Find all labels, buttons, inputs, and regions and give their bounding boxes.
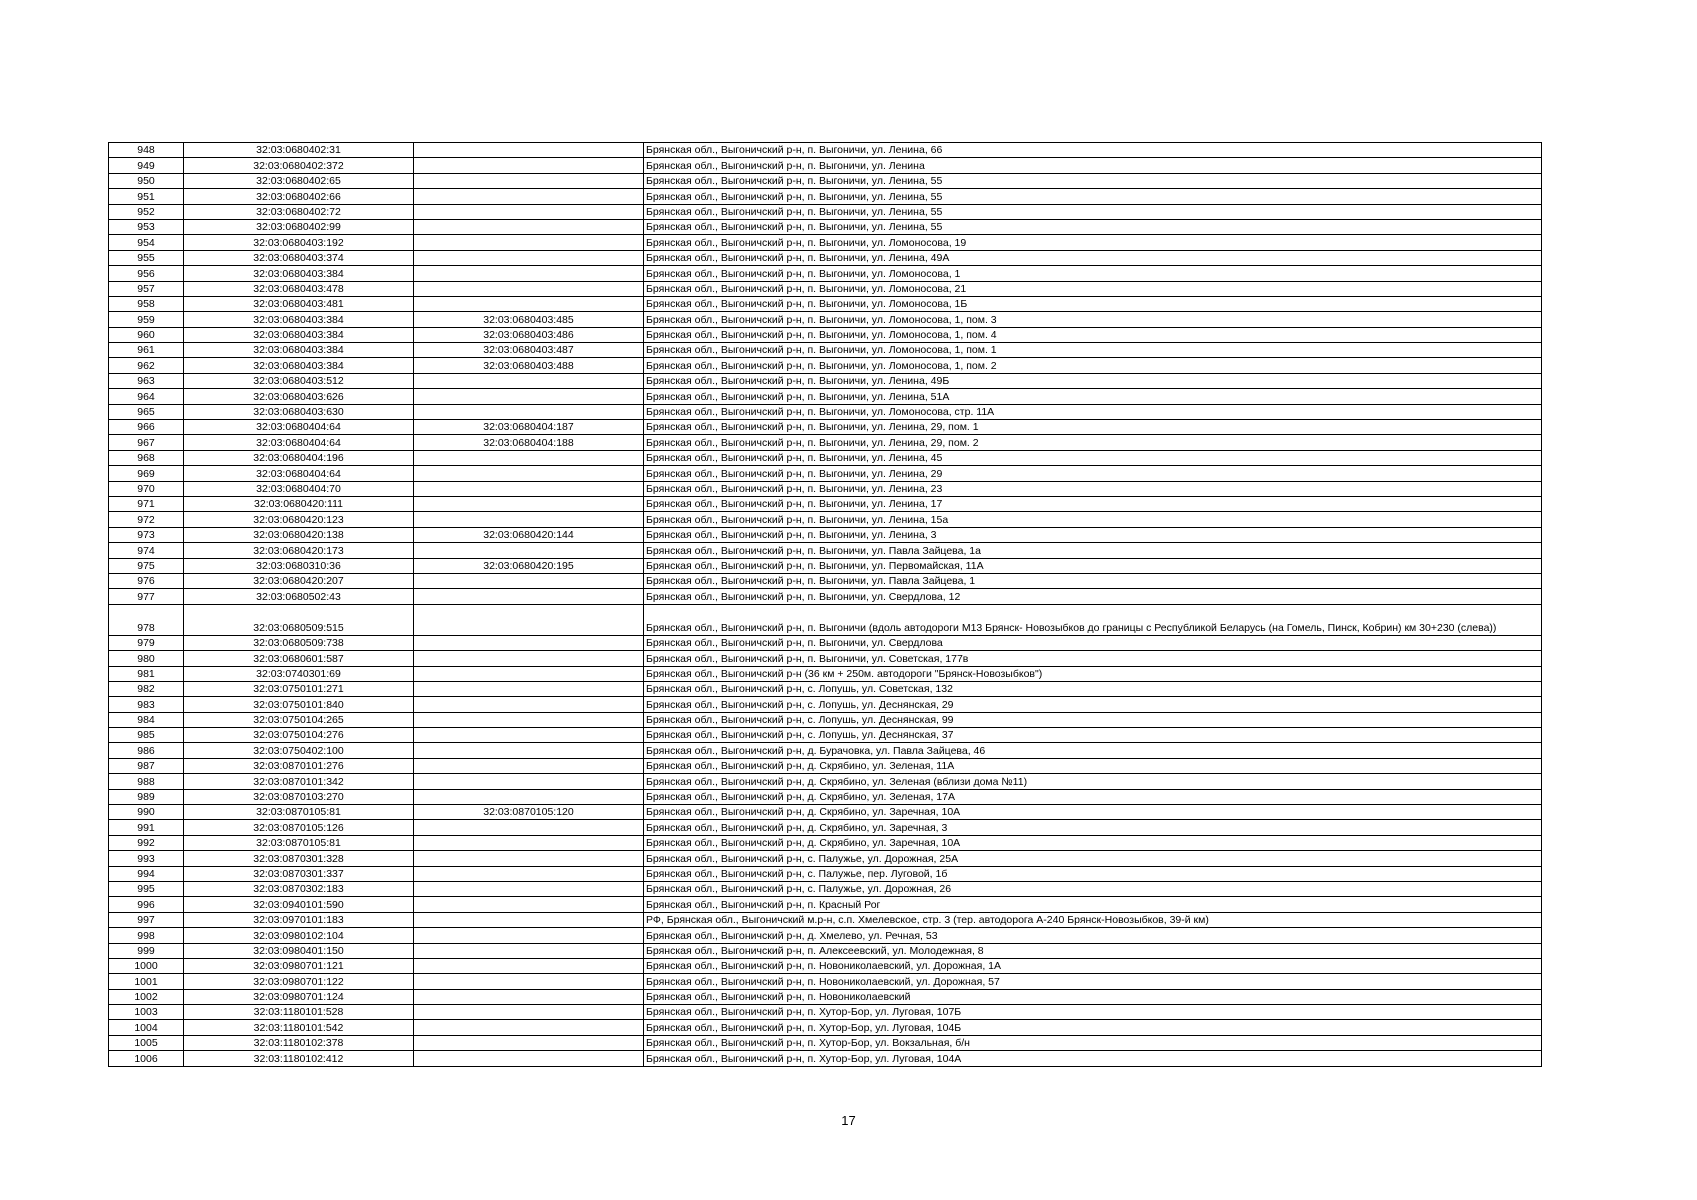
table-row <box>109 204 1542 219</box>
table-row <box>109 466 1542 481</box>
address-cell: Брянская обл., Выгоничский р-н, п. Выгоничи, ул. Ленина, 55 <box>644 189 1542 204</box>
table-row <box>109 789 1542 804</box>
sub-cadastral-number-cell: 32:03:0680403:487 <box>414 343 644 358</box>
address-cell: Брянская обл., Выгоничский р-н, п. Выгоничи, ул. Свердлова, 12 <box>644 589 1542 604</box>
address-cell: Брянская обл., Выгоничский р-н, п. Выгоничи, ул. Ломоносова, 1, пом. 4 <box>644 327 1542 342</box>
table-row <box>109 1035 1542 1050</box>
sub-cadastral-number-cell <box>414 1035 644 1050</box>
row-number-cell: 994 <box>109 866 184 881</box>
cadastral-number-cell: 32:03:0970101:183 <box>184 912 414 927</box>
row-number-cell: 1002 <box>109 989 184 1004</box>
table-row <box>109 743 1542 758</box>
address-cell: Брянская обл., Выгоничский р-н, п. Выгоничи, ул. Ленина, 29 <box>644 466 1542 481</box>
table-row <box>109 912 1542 927</box>
address-cell: Брянская обл., Выгоничский р-н, п. Выгоничи, ул. Ленина, 17 <box>644 496 1542 511</box>
row-number-cell: 986 <box>109 743 184 758</box>
cadastral-number-cell: 32:03:0980102:104 <box>184 928 414 943</box>
row-number-cell: 955 <box>109 250 184 265</box>
cadastral-number-cell: 32:03:1180102:378 <box>184 1035 414 1050</box>
table-row <box>109 712 1542 727</box>
sub-cadastral-number-cell: 32:03:0680403:485 <box>414 312 644 327</box>
table-row <box>109 666 1542 681</box>
sub-cadastral-number-cell: 32:03:0870105:120 <box>414 805 644 820</box>
sub-cadastral-number-cell <box>414 897 644 912</box>
address-cell: Брянская обл., Выгоничский р-н, п. Выгоничи, ул. Ломоносова, стр. 11А <box>644 404 1542 419</box>
table-row <box>109 835 1542 850</box>
sub-cadastral-number-cell <box>414 604 644 635</box>
table-row <box>109 496 1542 511</box>
row-number-cell: 989 <box>109 789 184 804</box>
cadastral-number-cell: 32:03:0680402:65 <box>184 173 414 188</box>
table-row <box>109 189 1542 204</box>
sub-cadastral-number-cell <box>414 189 644 204</box>
sub-cadastral-number-cell <box>414 651 644 666</box>
row-number-cell: 950 <box>109 173 184 188</box>
address-cell: Брянская обл., Выгоничский р-н, п. Выгоничи, ул. Ленина, 49Б <box>644 373 1542 388</box>
sub-cadastral-number-cell <box>414 1020 644 1035</box>
cadastral-number-cell: 32:03:0680402:72 <box>184 204 414 219</box>
cadastral-number-cell: 32:03:0980701:124 <box>184 989 414 1004</box>
row-number-cell: 958 <box>109 296 184 311</box>
cadastral-number-cell: 32:03:0680310:36 <box>184 558 414 573</box>
sub-cadastral-number-cell <box>414 1051 644 1066</box>
cadastral-number-cell: 32:03:0680403:512 <box>184 373 414 388</box>
row-number-cell: 979 <box>109 635 184 650</box>
table-row <box>109 651 1542 666</box>
row-number-cell: 1003 <box>109 1005 184 1020</box>
row-number-cell: 992 <box>109 835 184 850</box>
sub-cadastral-number-cell <box>414 204 644 219</box>
row-number-cell: 965 <box>109 404 184 419</box>
table-row <box>109 604 1542 635</box>
cadastral-number-cell: 32:03:0680403:384 <box>184 266 414 281</box>
address-cell: Брянская обл., Выгоничский р-н (36 км + 250м. автодороги "Брянск-Новозыбков") <box>644 666 1542 681</box>
property-register-table <box>108 142 1542 1067</box>
address-cell: Брянская обл., Выгоничский р-н, п. Хутор-Бор, ул. Луговая, 104А <box>644 1051 1542 1066</box>
cadastral-number-cell: 32:03:1180101:542 <box>184 1020 414 1035</box>
table-row <box>109 296 1542 311</box>
page-number: 17 <box>841 1113 856 1128</box>
table-row <box>109 758 1542 773</box>
cadastral-number-cell: 32:03:0680502:43 <box>184 589 414 604</box>
cadastral-number-cell: 32:03:0680404:64 <box>184 435 414 450</box>
sub-cadastral-number-cell <box>414 250 644 265</box>
cadastral-number-cell: 32:03:0680404:64 <box>184 466 414 481</box>
row-number-cell: 954 <box>109 235 184 250</box>
table-row <box>109 943 1542 958</box>
cadastral-number-cell: 32:03:0680402:66 <box>184 189 414 204</box>
table-row <box>109 774 1542 789</box>
address-cell: Брянская обл., Выгоничский р-н, п. Выгоничи, ул. Ломоносова, 21 <box>644 281 1542 296</box>
table-row <box>109 543 1542 558</box>
table-row <box>109 1005 1542 1020</box>
row-number-cell: 966 <box>109 420 184 435</box>
sub-cadastral-number-cell <box>414 989 644 1004</box>
cadastral-number-cell: 32:03:0940101:590 <box>184 897 414 912</box>
sub-cadastral-number-cell: 32:03:0680420:195 <box>414 558 644 573</box>
sub-cadastral-number-cell <box>414 143 644 158</box>
cadastral-number-cell: 32:03:0680403:626 <box>184 389 414 404</box>
address-cell: Брянская обл., Выгоничский р-н, п. Алексеевский, ул. Молодежная, 8 <box>644 943 1542 958</box>
row-number-cell: 962 <box>109 358 184 373</box>
table-row <box>109 805 1542 820</box>
row-number-cell: 960 <box>109 327 184 342</box>
address-cell: Брянская обл., Выгоничский р-н, п. Выгоничи, ул. Павла Зайцева, 1 <box>644 573 1542 588</box>
register-body <box>109 143 1542 1067</box>
cadastral-number-cell: 32:03:0980701:122 <box>184 974 414 989</box>
row-number-cell: 948 <box>109 143 184 158</box>
table-row <box>109 158 1542 173</box>
sub-cadastral-number-cell <box>414 943 644 958</box>
sub-cadastral-number-cell <box>414 881 644 896</box>
row-number-cell: 978 <box>109 604 184 635</box>
address-cell: Брянская обл., Выгоничский р-н, д. Скрябино, ул. Зеленая, 17А <box>644 789 1542 804</box>
sub-cadastral-number-cell <box>414 851 644 866</box>
address-cell: Брянская обл., Выгоничский р-н, п. Выгоничи, ул. Ленина, 55 <box>644 204 1542 219</box>
table-row <box>109 974 1542 989</box>
address-cell: Брянская обл., Выгоничский р-н, п. Хутор-Бор, ул. Луговая, 104Б <box>644 1020 1542 1035</box>
table-row <box>109 373 1542 388</box>
row-number-cell: 984 <box>109 712 184 727</box>
sub-cadastral-number-cell <box>414 589 644 604</box>
cadastral-number-cell: 32:03:0680402:99 <box>184 219 414 234</box>
address-cell: Брянская обл., Выгоничский р-н, п. Новониколаевский, ул. Дорожная, 1А <box>644 958 1542 973</box>
table-row <box>109 928 1542 943</box>
address-cell: Брянская обл., Выгоничский р-н, п. Выгоничи, ул. Ленина, 66 <box>644 143 1542 158</box>
address-cell: Брянская обл., Выгоничский р-н, д. Хмелево, ул. Речная, 53 <box>644 928 1542 943</box>
address-cell: Брянская обл., Выгоничский р-н, п. Хутор-Бор, ул. Вокзальная, б/н <box>644 1035 1542 1050</box>
sub-cadastral-number-cell: 32:03:0680403:488 <box>414 358 644 373</box>
row-number-cell: 952 <box>109 204 184 219</box>
row-number-cell: 990 <box>109 805 184 820</box>
address-cell: Брянская обл., Выгоничский р-н, с. Лопушь, ул. Советская, 132 <box>644 681 1542 696</box>
cadastral-number-cell: 32:03:0680403:630 <box>184 404 414 419</box>
table-row <box>109 343 1542 358</box>
row-number-cell: 991 <box>109 820 184 835</box>
table-row <box>109 573 1542 588</box>
address-cell: Брянская обл., Выгоничский р-н, с. Палужье, ул. Дорожная, 25А <box>644 851 1542 866</box>
cadastral-number-cell: 32:03:0680601:587 <box>184 651 414 666</box>
sub-cadastral-number-cell <box>414 466 644 481</box>
table-row <box>109 728 1542 743</box>
cadastral-number-cell: 32:03:0750104:276 <box>184 728 414 743</box>
sub-cadastral-number-cell: 32:03:0680404:188 <box>414 435 644 450</box>
address-cell: Брянская обл., Выгоничский р-н, д. Скрябино, ул. Заречная, 3 <box>644 820 1542 835</box>
address-cell: Брянская обл., Выгоничский р-н, п. Выгоничи, ул. Павла Зайцева, 1а <box>644 543 1542 558</box>
sub-cadastral-number-cell <box>414 296 644 311</box>
cadastral-number-cell: 32:03:1180101:528 <box>184 1005 414 1020</box>
row-number-cell: 968 <box>109 450 184 465</box>
cadastral-number-cell: 32:03:0680403:384 <box>184 327 414 342</box>
table-row <box>109 635 1542 650</box>
address-cell: Брянская обл., Выгоничский р-н, п. Выгоничи, ул. Ленина, 29, пом. 2 <box>644 435 1542 450</box>
address-cell: Брянская обл., Выгоничский р-н, п. Выгоничи, ул. Советская, 177в <box>644 651 1542 666</box>
address-cell: Брянская обл., Выгоничский р-н, п. Выгоничи, ул. Ленина, 55 <box>644 219 1542 234</box>
address-cell: Брянская обл., Выгоничский р-н, п. Выгоничи, ул. Ломоносова, 19 <box>644 235 1542 250</box>
sub-cadastral-number-cell <box>414 758 644 773</box>
address-cell: Брянская обл., Выгоничский р-н, п. Новониколаевский, ул. Дорожная, 57 <box>644 974 1542 989</box>
address-cell: Брянская обл., Выгоничский р-н, п. Выгоничи, ул. Ленина, 55 <box>644 173 1542 188</box>
table-row <box>109 681 1542 696</box>
address-cell: Брянская обл., Выгоничский р-н, п. Выгоничи, ул. Ломоносова, 1 <box>644 266 1542 281</box>
cadastral-number-cell: 32:03:0870103:270 <box>184 789 414 804</box>
sub-cadastral-number-cell <box>414 404 644 419</box>
cadastral-number-cell: 32:03:0680402:31 <box>184 143 414 158</box>
sub-cadastral-number-cell <box>414 866 644 881</box>
address-cell: Брянская обл., Выгоничский р-н, п. Выгоничи, ул. Ленина, 49А <box>644 250 1542 265</box>
sub-cadastral-number-cell <box>414 743 644 758</box>
sub-cadastral-number-cell <box>414 496 644 511</box>
sub-cadastral-number-cell <box>414 681 644 696</box>
address-cell: Брянская обл., Выгоничский р-н, п. Выгоничи (вдоль автодороги М13 Брянск- Новозыбков до границы с Республикой Беларусь (на Гомель, Пинск, Кобрин) км 30+230 (слева)) <box>644 604 1542 635</box>
sub-cadastral-number-cell <box>414 543 644 558</box>
row-number-cell: 967 <box>109 435 184 450</box>
sub-cadastral-number-cell <box>414 235 644 250</box>
table-row <box>109 589 1542 604</box>
address-cell: Брянская обл., Выгоничский р-н, п. Выгоничи, ул. Ленина, 23 <box>644 481 1542 496</box>
cadastral-number-cell: 32:03:0750101:271 <box>184 681 414 696</box>
table-row <box>109 1051 1542 1066</box>
row-number-cell: 997 <box>109 912 184 927</box>
table-row <box>109 312 1542 327</box>
table-row <box>109 1020 1542 1035</box>
row-number-cell: 982 <box>109 681 184 696</box>
row-number-cell: 977 <box>109 589 184 604</box>
sub-cadastral-number-cell <box>414 789 644 804</box>
cadastral-number-cell: 32:03:0680420:123 <box>184 512 414 527</box>
row-number-cell: 983 <box>109 697 184 712</box>
row-number-cell: 970 <box>109 481 184 496</box>
table-row <box>109 219 1542 234</box>
row-number-cell: 1006 <box>109 1051 184 1066</box>
cadastral-number-cell: 32:03:0870301:337 <box>184 866 414 881</box>
address-cell: Брянская обл., Выгоничский р-н, с. Лопушь, ул. Деснянская, 37 <box>644 728 1542 743</box>
table-row <box>109 450 1542 465</box>
cadastral-number-cell: 32:03:0680509:738 <box>184 635 414 650</box>
cadastral-number-cell: 32:03:0870105:81 <box>184 805 414 820</box>
table-row <box>109 512 1542 527</box>
cadastral-number-cell: 32:03:0680403:481 <box>184 296 414 311</box>
table-row <box>109 404 1542 419</box>
address-cell: Брянская обл., Выгоничский р-н, п. Выгоничи, ул. Ленина, 15а <box>644 512 1542 527</box>
cadastral-number-cell: 32:03:0980401:150 <box>184 943 414 958</box>
cadastral-number-cell: 32:03:0980701:121 <box>184 958 414 973</box>
table-row <box>109 281 1542 296</box>
row-number-cell: 969 <box>109 466 184 481</box>
sub-cadastral-number-cell <box>414 912 644 927</box>
row-number-cell: 963 <box>109 373 184 388</box>
sub-cadastral-number-cell <box>414 281 644 296</box>
address-cell: Брянская обл., Выгоничский р-н, д. Скрябино, ул. Зеленая, 11А <box>644 758 1542 773</box>
sub-cadastral-number-cell: 32:03:0680420:144 <box>414 527 644 542</box>
sub-cadastral-number-cell <box>414 697 644 712</box>
sub-cadastral-number-cell <box>414 158 644 173</box>
address-cell: Брянская обл., Выгоничский р-н, п. Выгоничи, ул. Ленина <box>644 158 1542 173</box>
cadastral-number-cell: 32:03:0680403:384 <box>184 312 414 327</box>
row-number-cell: 957 <box>109 281 184 296</box>
table-row <box>109 250 1542 265</box>
row-number-cell: 951 <box>109 189 184 204</box>
address-cell: Брянская обл., Выгоничский р-н, п. Выгоничи, ул. Ломоносова, 1, пом. 3 <box>644 312 1542 327</box>
row-number-cell: 1001 <box>109 974 184 989</box>
sub-cadastral-number-cell <box>414 1005 644 1020</box>
cadastral-number-cell: 32:03:0870101:276 <box>184 758 414 773</box>
sub-cadastral-number-cell <box>414 928 644 943</box>
table-row <box>109 327 1542 342</box>
row-number-cell: 959 <box>109 312 184 327</box>
cadastral-number-cell: 32:03:0680404:196 <box>184 450 414 465</box>
sub-cadastral-number-cell: 32:03:0680403:486 <box>414 327 644 342</box>
cadastral-number-cell: 32:03:1180102:412 <box>184 1051 414 1066</box>
row-number-cell: 993 <box>109 851 184 866</box>
cadastral-number-cell: 32:03:0680420:111 <box>184 496 414 511</box>
address-cell: Брянская обл., Выгоничский р-н, д. Скрябино, ул. Зеленая (вблизи дома №11) <box>644 774 1542 789</box>
cadastral-number-cell: 32:03:0680402:372 <box>184 158 414 173</box>
address-cell: Брянская обл., Выгоничский р-н, д. Бурачовка, ул. Павла Зайцева, 46 <box>644 743 1542 758</box>
row-number-cell: 998 <box>109 928 184 943</box>
sub-cadastral-number-cell <box>414 266 644 281</box>
table-row <box>109 527 1542 542</box>
sub-cadastral-number-cell <box>414 958 644 973</box>
row-number-cell: 976 <box>109 573 184 588</box>
cadastral-number-cell: 32:03:0750402:100 <box>184 743 414 758</box>
table-row <box>109 989 1542 1004</box>
cadastral-number-cell: 32:03:0680403:384 <box>184 358 414 373</box>
sub-cadastral-number-cell <box>414 820 644 835</box>
row-number-cell: 987 <box>109 758 184 773</box>
row-number-cell: 971 <box>109 496 184 511</box>
cadastral-number-cell: 32:03:0680420:138 <box>184 527 414 542</box>
table-row <box>109 820 1542 835</box>
sub-cadastral-number-cell <box>414 774 644 789</box>
row-number-cell: 988 <box>109 774 184 789</box>
table-row <box>109 358 1542 373</box>
row-number-cell: 1000 <box>109 958 184 973</box>
row-number-cell: 973 <box>109 527 184 542</box>
table-row <box>109 897 1542 912</box>
row-number-cell: 999 <box>109 943 184 958</box>
table-row <box>109 697 1542 712</box>
table-row <box>109 435 1542 450</box>
cadastral-number-cell: 32:03:0680403:374 <box>184 250 414 265</box>
row-number-cell: 995 <box>109 881 184 896</box>
row-number-cell: 961 <box>109 343 184 358</box>
row-number-cell: 956 <box>109 266 184 281</box>
sub-cadastral-number-cell <box>414 635 644 650</box>
sub-cadastral-number-cell <box>414 219 644 234</box>
cadastral-number-cell: 32:03:0740301:69 <box>184 666 414 681</box>
cadastral-number-cell: 32:03:0870105:81 <box>184 835 414 850</box>
table-row <box>109 958 1542 973</box>
sub-cadastral-number-cell <box>414 389 644 404</box>
cadastral-number-cell: 32:03:0680509:515 <box>184 604 414 635</box>
sub-cadastral-number-cell <box>414 974 644 989</box>
address-cell: Брянская обл., Выгоничский р-н, п. Выгоничи, ул. Ломоносова, 1, пом. 1 <box>644 343 1542 358</box>
cadastral-number-cell: 32:03:0680403:384 <box>184 343 414 358</box>
sub-cadastral-number-cell <box>414 373 644 388</box>
table-row <box>109 481 1542 496</box>
address-cell: Брянская обл., Выгоничский р-н, п. Выгоничи, ул. Ленина, 29, пом. 1 <box>644 420 1542 435</box>
cadastral-number-cell: 32:03:0870301:328 <box>184 851 414 866</box>
sub-cadastral-number-cell <box>414 728 644 743</box>
row-number-cell: 949 <box>109 158 184 173</box>
table-row <box>109 851 1542 866</box>
address-cell: Брянская обл., Выгоничский р-н, п. Выгоничи, ул. Ломоносова, 1, пом. 2 <box>644 358 1542 373</box>
row-number-cell: 1005 <box>109 1035 184 1050</box>
cadastral-number-cell: 32:03:0750101:840 <box>184 697 414 712</box>
address-cell: Брянская обл., Выгоничский р-н, п. Выгоничи, ул. Свердлова <box>644 635 1542 650</box>
table-row <box>109 881 1542 896</box>
row-number-cell: 964 <box>109 389 184 404</box>
address-cell: Брянская обл., Выгоничский р-н, п. Хутор-Бор, ул. Луговая, 107Б <box>644 1005 1542 1020</box>
table-row <box>109 866 1542 881</box>
table-row <box>109 266 1542 281</box>
address-cell: Брянская обл., Выгоничский р-н, п. Выгоничи, ул. Ленина, 51А <box>644 389 1542 404</box>
address-cell: РФ, Брянская обл., Выгоничский м.р-н, с.п. Хмелевское, стр. 3 (тер. автодорога А-240 Брянск-Новозыбков, 39-й км) <box>644 912 1542 927</box>
cadastral-number-cell: 32:03:0870302:183 <box>184 881 414 896</box>
sub-cadastral-number-cell: 32:03:0680404:187 <box>414 420 644 435</box>
address-cell: Брянская обл., Выгоничский р-н, д. Скрябино, ул. Заречная, 10А <box>644 835 1542 850</box>
address-cell: Брянская обл., Выгоничский р-н, с. Лопушь, ул. Деснянская, 29 <box>644 697 1542 712</box>
table-row <box>109 173 1542 188</box>
cadastral-number-cell: 32:03:0870105:126 <box>184 820 414 835</box>
address-cell: Брянская обл., Выгоничский р-н, п. Красный Рог <box>644 897 1542 912</box>
sub-cadastral-number-cell <box>414 666 644 681</box>
sub-cadastral-number-cell <box>414 481 644 496</box>
cadastral-number-cell: 32:03:0680404:64 <box>184 420 414 435</box>
address-cell: Брянская обл., Выгоничский р-н, п. Выгоничи, ул. Ломоносова, 1Б <box>644 296 1542 311</box>
table-row <box>109 143 1542 158</box>
row-number-cell: 972 <box>109 512 184 527</box>
cadastral-number-cell: 32:03:0680420:207 <box>184 573 414 588</box>
table-row <box>109 558 1542 573</box>
row-number-cell: 975 <box>109 558 184 573</box>
sub-cadastral-number-cell <box>414 573 644 588</box>
cadastral-number-cell: 32:03:0750104:265 <box>184 712 414 727</box>
row-number-cell: 996 <box>109 897 184 912</box>
row-number-cell: 980 <box>109 651 184 666</box>
address-cell: Брянская обл., Выгоничский р-н, п. Выгоничи, ул. Первомайская, 11А <box>644 558 1542 573</box>
sub-cadastral-number-cell <box>414 173 644 188</box>
address-cell: Брянская обл., Выгоничский р-н, п. Выгоничи, ул. Ленина, 45 <box>644 450 1542 465</box>
table-row <box>109 235 1542 250</box>
sub-cadastral-number-cell <box>414 450 644 465</box>
row-number-cell: 1004 <box>109 1020 184 1035</box>
sub-cadastral-number-cell <box>414 512 644 527</box>
table-row <box>109 389 1542 404</box>
address-cell: Брянская обл., Выгоничский р-н, п. Новониколаевский <box>644 989 1542 1004</box>
cadastral-number-cell: 32:03:0680420:173 <box>184 543 414 558</box>
cadastral-number-cell: 32:03:0680403:192 <box>184 235 414 250</box>
row-number-cell: 981 <box>109 666 184 681</box>
cadastral-number-cell: 32:03:0680404:70 <box>184 481 414 496</box>
row-number-cell: 985 <box>109 728 184 743</box>
sub-cadastral-number-cell <box>414 835 644 850</box>
row-number-cell: 974 <box>109 543 184 558</box>
address-cell: Брянская обл., Выгоничский р-н, с. Палужье, ул. Дорожная, 26 <box>644 881 1542 896</box>
sub-cadastral-number-cell <box>414 712 644 727</box>
address-cell: Брянская обл., Выгоничский р-н, с. Лопушь, ул. Деснянская, 99 <box>644 712 1542 727</box>
cadastral-number-cell: 32:03:0680403:478 <box>184 281 414 296</box>
cadastral-number-cell: 32:03:0870101:342 <box>184 774 414 789</box>
address-cell: Брянская обл., Выгоничский р-н, д. Скрябино, ул. Заречная, 10А <box>644 805 1542 820</box>
row-number-cell: 953 <box>109 219 184 234</box>
address-cell: Брянская обл., Выгоничский р-н, с. Палужье, пер. Луговой, 1б <box>644 866 1542 881</box>
address-cell: Брянская обл., Выгоничский р-н, п. Выгоничи, ул. Ленина, 3 <box>644 527 1542 542</box>
table-row <box>109 420 1542 435</box>
